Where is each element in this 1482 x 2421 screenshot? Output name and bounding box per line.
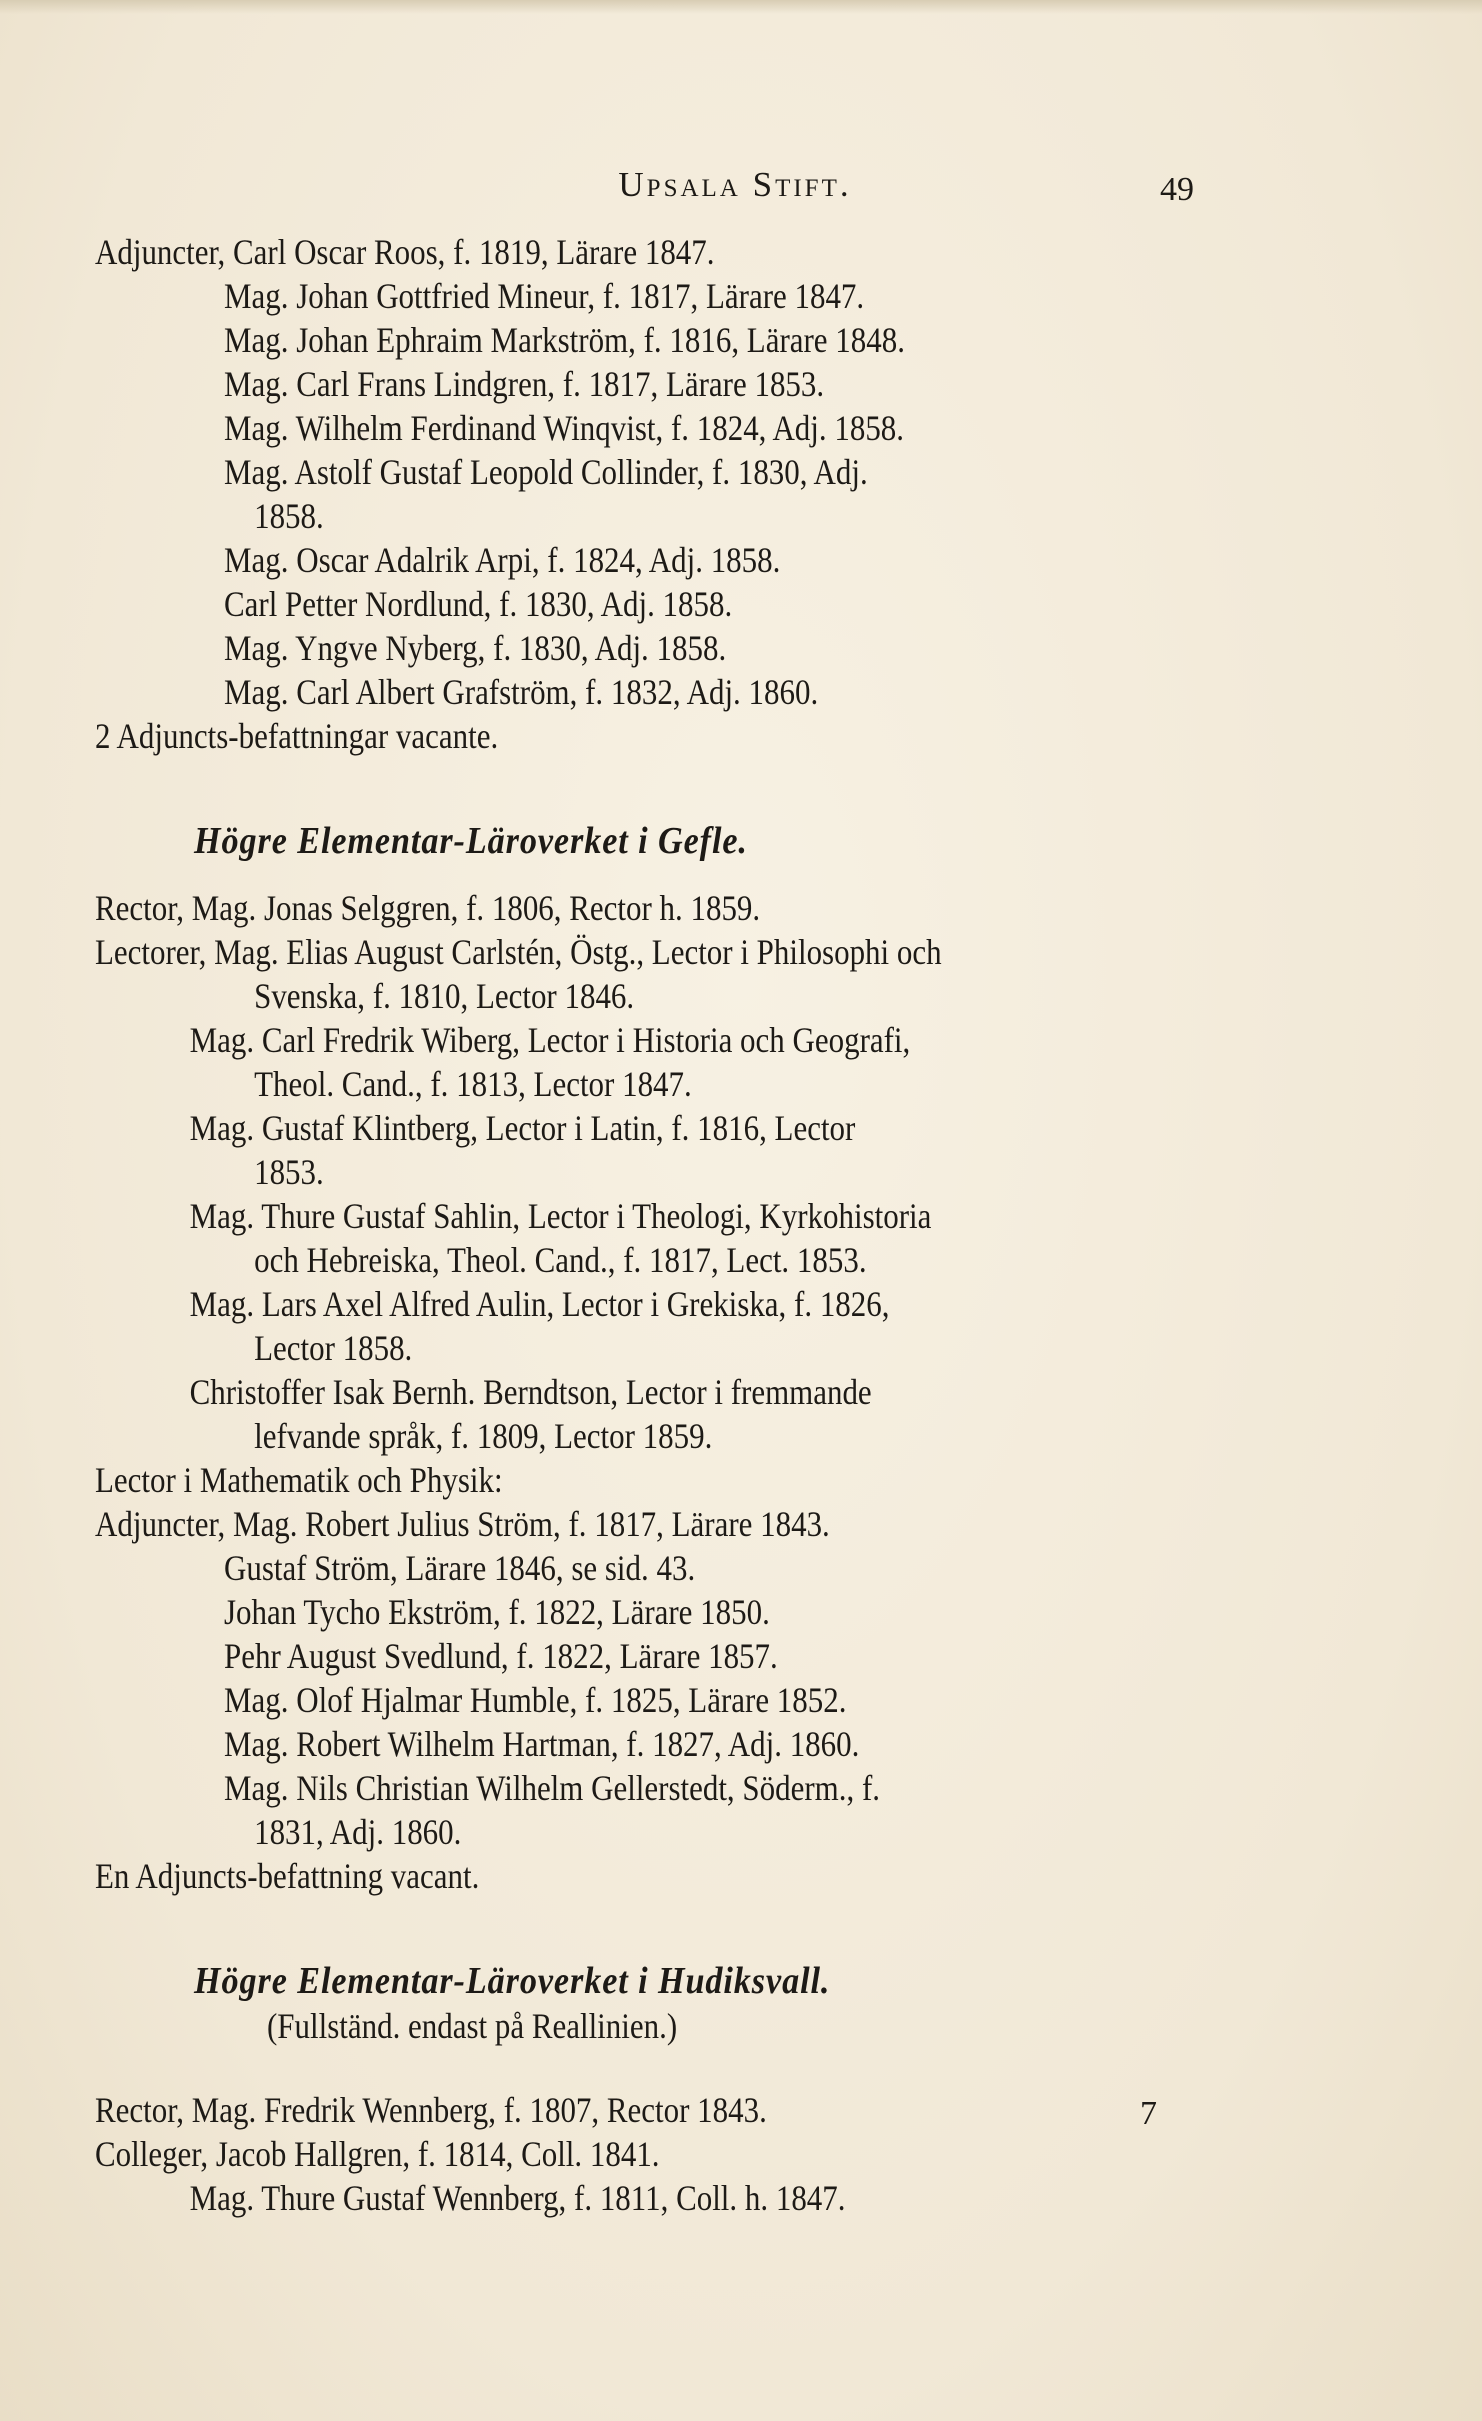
entry-line: Mag. Lars Axel Alfred Aulin, Lector i Grekiska, f. 1826, [189, 1284, 890, 1324]
entry-line: och Hebreiska, Theol. Cand., f. 1817, Lect. 1853. [254, 1240, 867, 1280]
section-uppsala-adjuncts [95, 230, 1275, 758]
entry-line: Mag. Nils Christian Wilhelm Gellerstedt, Söderm., f. [224, 1768, 881, 1808]
entry-line: Adjuncter, Carl Oscar Roos, f. 1819, Lärare 1847. [95, 232, 715, 272]
entry-line: Lector 1858. [254, 1328, 413, 1368]
entry-line: 2 Adjuncts-befattningar vacante. [95, 716, 499, 756]
entry-line: Gustaf Ström, Lärare 1846, se sid. 43. [224, 1548, 696, 1588]
entry-line: Mag. Johan Ephraim Markström, f. 1816, Lärare 1848. [224, 320, 905, 360]
entry-line: Johan Tycho Ekström, f. 1822, Lärare 1850. [224, 1592, 770, 1632]
entry-line: Theol. Cand., f. 1813, Lector 1847. [254, 1064, 692, 1104]
entry-line: Mag. Olof Hjalmar Humble, f. 1825, Lärare 1852. [224, 1680, 847, 1720]
section-subheading-hudiksvall: (Fullständ. endast på Reallinien.) [267, 2006, 678, 2046]
entry-line: Mag. Carl Albert Grafström, f. 1832, Adj. 1860. [224, 672, 819, 712]
entry-line: Rector, Mag. Jonas Selggren, f. 1806, Rector h. 1859. [95, 888, 761, 928]
page-content [95, 230, 1275, 2220]
section-heading-hudiksvall: Högre Elementar-Läroverket i Hudiksvall. [194, 1960, 831, 2002]
entry-line: Christoffer Isak Bernh. Berndtson, Lector i fremmande [189, 1372, 872, 1412]
entry-line: lefvande språk, f. 1809, Lector 1859. [254, 1416, 713, 1456]
entry-line: Mag. Robert Wilhelm Hartman, f. 1827, Adj. 1860. [224, 1724, 860, 1764]
entry-line: Mag. Carl Fredrik Wiberg, Lector i Historia och Geografi, [189, 1020, 911, 1060]
entry-line: Mag. Oscar Adalrik Arpi, f. 1824, Adj. 1858. [224, 540, 781, 580]
page-header [0, 165, 1482, 215]
section-heading-gefle: Högre Elementar-Läroverket i Gefle. [194, 820, 748, 862]
signature-mark: 7 [1140, 2095, 1157, 2132]
entry-line: Mag. Yngve Nyberg, f. 1830, Adj. 1858. [224, 628, 727, 668]
entry-line: Lectorer, Mag. Elias August Carlstén, Östg., Lector i Philosophi och [95, 932, 942, 972]
page-edge-shadow [0, 0, 1482, 14]
entry-line: Mag. Johan Gottfried Mineur, f. 1817, Lärare 1847. [224, 276, 865, 316]
entry-line: En Adjuncts-befattning vacant. [95, 1856, 480, 1896]
entry-line: Pehr August Svedlund, f. 1822, Lärare 1857. [224, 1636, 778, 1676]
entry-line: Carl Petter Nordlund, f. 1830, Adj. 1858. [224, 584, 733, 624]
entry-line: Mag. Gustaf Klintberg, Lector i Latin, f. 1816, Lector [189, 1108, 856, 1148]
entry-line: Mag. Wilhelm Ferdinand Winqvist, f. 1824, Adj. 1858. [224, 408, 905, 448]
page-number: 49 [1160, 171, 1194, 208]
entry-line: Svenska, f. 1810, Lector 1846. [254, 976, 635, 1016]
entry-line: Mag. Thure Gustaf Wennberg, f. 1811, Coll. h. 1847. [189, 2178, 846, 2218]
section-gefle [95, 886, 1275, 1898]
entry-line: Mag. Astolf Gustaf Leopold Collinder, f. 1830, Adj. [224, 452, 868, 492]
entry-line: Mag. Carl Frans Lindgren, f. 1817, Lärare 1853. [224, 364, 825, 404]
entry-line: Colleger, Jacob Hallgren, f. 1814, Coll. 1841. [95, 2134, 660, 2174]
entry-line: 1831, Adj. 1860. [254, 1812, 462, 1852]
entry-line: Rector, Mag. Fredrik Wennberg, f. 1807, Rector 1843. [95, 2090, 767, 2130]
entry-line: Adjuncter, Mag. Robert Julius Ström, f. 1817, Lärare 1843. [95, 1504, 830, 1544]
entry-line: Lector i Mathematik och Physik: [95, 1460, 503, 1500]
section-hudiksvall [95, 2088, 1275, 2220]
running-title: Upsala Stift. [618, 165, 852, 204]
entry-line: 1858. [254, 496, 324, 536]
entry-line: Mag. Thure Gustaf Sahlin, Lector i Theologi, Kyrkohistoria [189, 1196, 932, 1236]
entry-line: 1853. [254, 1152, 324, 1192]
